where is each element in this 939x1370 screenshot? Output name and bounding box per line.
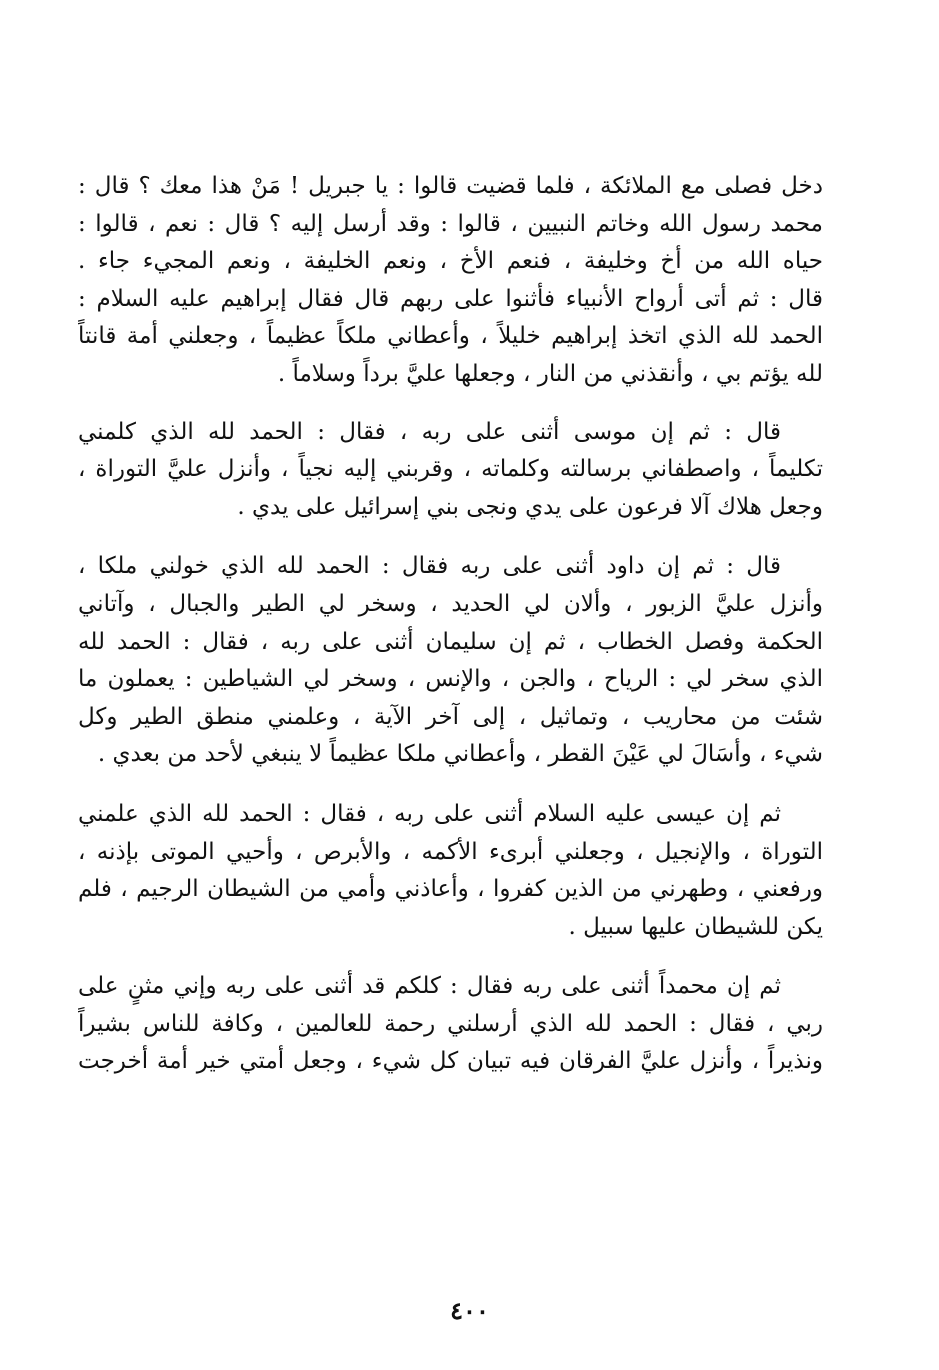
text-line: ونذيراً ، وأنزل عليَّ الفرقان فيه تبيان كل شيء ، وجعل أمتي خير أمة أخرجت xyxy=(78,1048,823,1075)
paragraph-5 xyxy=(78,968,823,1081)
paragraph-1 xyxy=(78,168,823,394)
text-line: شئت من محاريب ، وتماثيل ، إلى آخر الآية ، وعلمني منطق الطير وكل xyxy=(78,703,823,730)
text-line: ربي ، فقال : الحمد لله الذي أرسلني رحمة للعالمين ، وكافة للناس بشيراً xyxy=(78,1010,823,1037)
body-text xyxy=(78,168,823,1081)
paragraph-3 xyxy=(78,548,823,774)
text-line: محمد رسول الله وخاتم النبيين ، قالوا : وقد أرسل إليه ؟ قال : نعم ، قالوا : xyxy=(78,210,823,237)
text-line: دخل فصلى مع الملائكة ، فلما قضيت قالوا : يا جبريل ! مَنْ هذا معك ؟ قال : xyxy=(78,173,823,199)
text-line: قال : ثم أتى أرواح الأنبياء فأثنوا على ربهم قال فقال إبراهيم عليه السلام : xyxy=(78,285,823,312)
text-line: يكن للشيطان عليها سبيل . xyxy=(568,913,823,940)
text-line: لله يؤتم بي ، وأنقذني من النار ، وجعلها عليَّ برداً وسلاماً . xyxy=(277,360,823,387)
text-line: ثم إن محمداً أثنى على ربه فقال : كلكم قد أثنى على ربه وإني مثنٍ على xyxy=(78,973,781,1000)
text-line: وأنزل عليَّ الزبور ، وألان لي الحديد ، وسخر لي الطير والجبال ، وآتاني xyxy=(78,590,823,617)
text-line: حياه الله من أخ وخليفة ، فنعم الأخ ، ونعم الخليفة ، ونعم المجيء جاء . xyxy=(78,248,823,275)
text-line: الذي سخر لي : الرياح ، والجن ، والإنس ، وسخر لي الشياطين : يعملون ما xyxy=(78,666,823,693)
text-line: ثم إن عيسى عليه السلام أثنى على ربه ، فقال : الحمد لله الذي علمني xyxy=(78,800,781,827)
text-line: الحكمة وفصل الخطاب ، ثم إن سليمان أثنى على ربه ، فقال : الحمد لله xyxy=(78,628,823,655)
text-line: قال : ثم إن داود أثنى على ربه فقال : الحمد لله الذي خولني ملكا ، xyxy=(78,553,781,580)
text-line: وجعل هلاك آلا فرعون على يدي ونجى بني إسرائيل على يدي . xyxy=(237,493,823,520)
paragraph-2 xyxy=(78,414,823,527)
page-number: ٤٠٠ xyxy=(450,1296,489,1325)
text-line: قال : ثم إن موسى أثنى على ربه ، فقال : الحمد لله الذي كلمني xyxy=(78,418,781,445)
text-line: الحمد لله الذي اتخذ إبراهيم خليلاً ، وأعطاني ملكاً عظيماً ، وجعلني أمة قانتاً xyxy=(78,323,823,350)
text-line: ورفعني ، وطهرني من الذين كفروا ، وأعاذني وأمي من الشيطان الرجيم ، فلم xyxy=(78,876,823,903)
text-line: شيء ، وأسَالَ لي عَيْنَ القطر ، وأعطاني ملكا عظيماً لا ينبغي لأحد من بعدي . xyxy=(97,741,823,768)
text-line: التوراة ، والإنجيل ، وجعلني أبرىء الأكمه ، والأبرص ، وأحيي الموتى بإذنه ، xyxy=(78,838,823,865)
paragraph-4 xyxy=(78,796,823,946)
text-line: تكليماً ، واصطفاني برسالته وكلماته ، وقربني إليه نجياً ، وأنزل عليَّ التوراة ، xyxy=(78,456,823,483)
